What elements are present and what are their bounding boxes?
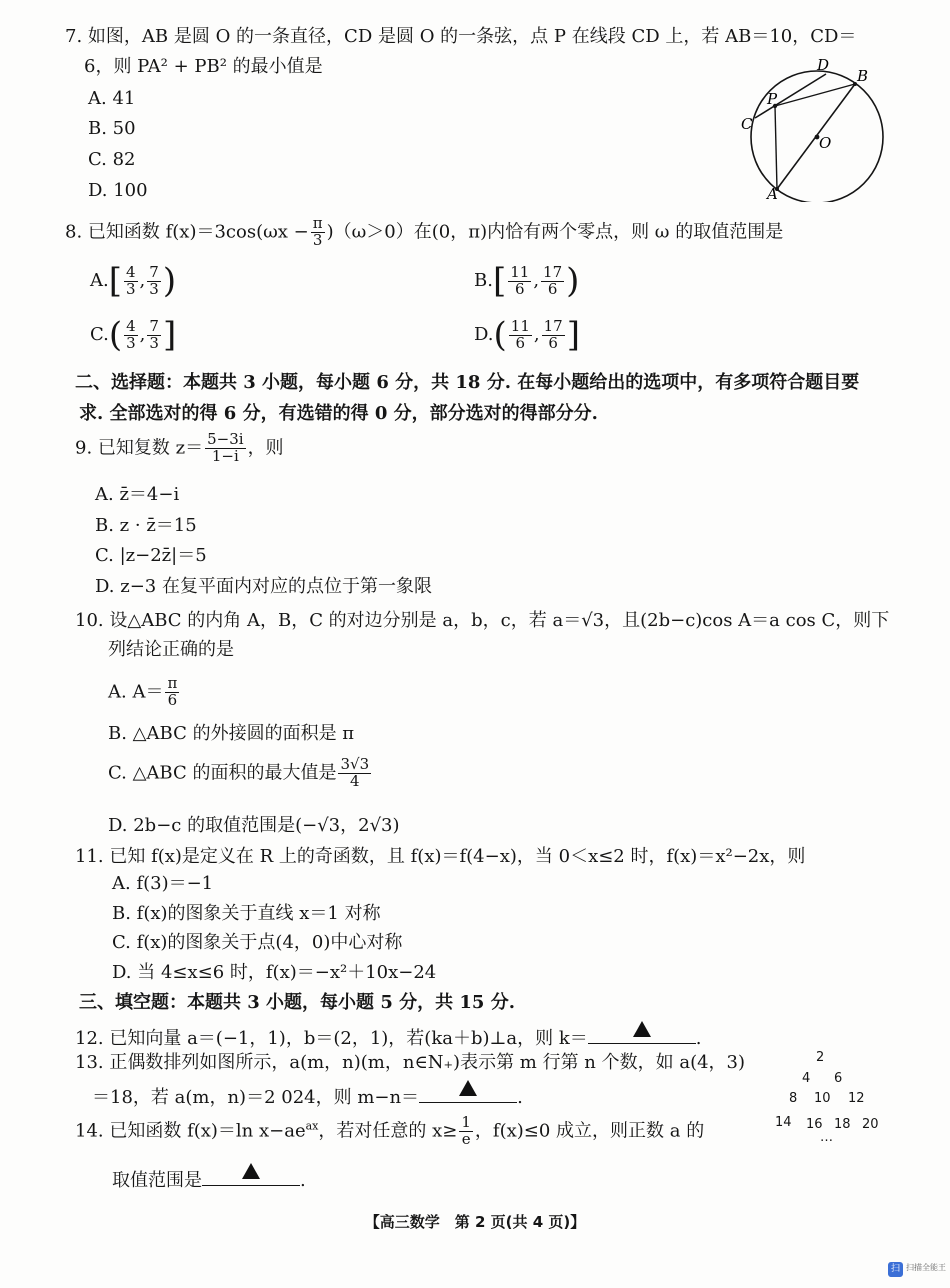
q8-c-n2: 7 — [149, 316, 159, 335]
q14-stem-part3: ，f(x)≤0 成立，则正数 a 的 — [474, 1120, 705, 1142]
q8-a-n2: 7 — [149, 262, 159, 281]
segment-pa — [775, 106, 777, 189]
q9-stem — [75, 432, 284, 465]
q9-option-d: D. z−3 在复平面内对应的点位于第一象限 — [95, 576, 432, 597]
scanner-watermark-text: 扫描全能王 — [906, 1263, 946, 1272]
triangle-cell: 20 — [862, 1117, 879, 1132]
triangle-icon — [242, 1163, 260, 1186]
q8-b-n2: 17 — [543, 262, 563, 281]
label-a: A — [767, 185, 778, 202]
q8-d-d1: 6 — [515, 333, 526, 352]
q7-option-c: C. 82 — [88, 149, 136, 170]
q10-option-d: D. 2b−c 的取值范围是(−√3，2√3) — [108, 815, 400, 836]
q8-b-d2: 6 — [547, 279, 558, 298]
q8-c-frac1 — [124, 316, 138, 352]
q8-a-d2: 3 — [149, 279, 159, 298]
q11-option-c: C. f(x)的图象关于点(4，0)中心对称 — [112, 932, 403, 953]
q8-d-d2: 6 — [548, 333, 558, 352]
q10-c-fraction — [338, 757, 371, 790]
q8-a-close: ) — [162, 261, 177, 301]
scanner-app-icon: 扫 — [888, 1262, 903, 1277]
q10-c-pre: C. △ABC 的面积的最大值是 — [108, 762, 337, 784]
q10-a-fraction — [165, 676, 179, 709]
q8-d-n2: 17 — [543, 316, 563, 335]
q9-option-a: A. z̄＝4−i — [95, 484, 180, 505]
q14-line2-text: 取值范围是 — [112, 1170, 202, 1191]
q8-c-d1: 3 — [126, 333, 136, 352]
triangle-cell: 18 — [834, 1117, 851, 1132]
section3-heading: 三、填空题：本题共 3 小题，每小题 5 分，共 15 分. — [79, 992, 515, 1013]
q11-option-d: D. 当 4≤x≤6 时，f(x)＝−x²＋10x−24 — [112, 962, 437, 983]
q8-d-frac2 — [542, 316, 565, 352]
q12-end: . — [695, 1028, 702, 1049]
q8-frac-num: π — [312, 214, 323, 232]
triangle-cell: 8 — [789, 1091, 798, 1106]
q8-c-frac2 — [147, 316, 161, 352]
q8-option-b: B.[ $\frac{11}{6}$ , $\frac{17}{6}$ ) — [474, 261, 580, 301]
q8-a-n1: 4 — [126, 262, 136, 281]
q9-fraction — [205, 432, 245, 465]
q10-a-num: π — [167, 674, 178, 692]
q9-frac-num: 5−3i — [207, 430, 244, 448]
q8-option-c: C.( $\frac{4}{3}$ , $\frac{7}{3}$ ] — [90, 315, 177, 355]
segment-pb — [775, 84, 855, 106]
q7-option-a: A. 41 — [88, 88, 136, 109]
q14-exponent: ax — [305, 1119, 319, 1133]
q8-frac-den: 3 — [312, 230, 323, 249]
q12-stem-text: 12. 已知向量 a＝(−1，1)，b＝(2，1)，若(ka＋b)⊥a，则 k＝ — [75, 1028, 588, 1049]
q11-stem: 11. 已知 f(x)是定义在 R 上的奇函数，且 f(x)＝f(4−x)，当 0＜x≤2 时，f(x)＝x²−2x，则 — [75, 846, 806, 867]
q8-b-frac2 — [541, 262, 564, 298]
triangle-icon — [459, 1080, 477, 1103]
q8-a-frac1 — [124, 262, 138, 298]
q8-a-frac2 — [147, 262, 161, 298]
q10-option-a — [108, 676, 181, 709]
q13-stem-line2 — [92, 1082, 523, 1110]
q13-answer-blank[interactable] — [419, 1082, 517, 1103]
q7-stem-line2: 6，则 PA² + PB² 的最小值是 — [84, 56, 323, 77]
q14-stem-line2 — [112, 1165, 306, 1193]
triangle-ellipsis: … — [820, 1130, 833, 1145]
q14-end: . — [300, 1170, 306, 1191]
q8-a-label: A. — [90, 270, 109, 291]
q8-c-d2: 3 — [149, 333, 159, 352]
q13-end: . — [517, 1087, 523, 1108]
q9-stem-part2: ，则 — [247, 437, 284, 459]
q11-option-a: A. f(3)＝−1 — [112, 873, 214, 894]
q14-stem-part1: 14. 已知函数 f(x)＝ln x−ae — [75, 1120, 306, 1142]
label-o: O — [819, 134, 832, 152]
q8-c-close: ] — [162, 315, 177, 355]
q8-stem-part1: 8. 已知函数 f(x)＝3cos(ωx − — [65, 221, 309, 243]
q8-b-frac1 — [508, 262, 531, 298]
triangle-cell: 4 — [802, 1071, 811, 1086]
q14-stem-line1 — [75, 1115, 704, 1148]
q10-a-den: 6 — [167, 690, 178, 709]
q7-stem-line1: 7. 如图，AB 是圆 O 的一条直径，CD 是圆 O 的一条弦，点 P 在线段 CD 上，若 AB＝10，CD＝ — [65, 26, 857, 47]
q10-c-num: 3√3 — [340, 755, 370, 773]
q7-option-b: B. 50 — [88, 118, 136, 139]
q9-stem-part1: 9. 已知复数 z＝ — [75, 437, 204, 459]
q8-d-label: D. — [474, 324, 494, 345]
label-b: B — [857, 67, 869, 85]
q8-b-close: ) — [566, 261, 580, 301]
q8-b-n1: 11 — [510, 262, 530, 281]
section2-heading-line2: 求. 全部选对的得 6 分，有选错的得 0 分，部分选对的得部分分. — [79, 403, 598, 424]
q8-stem — [65, 216, 783, 249]
q8-a-d1: 3 — [126, 279, 136, 298]
q8-option-d: D.( $\frac{11}{6}$ , $\frac{17}{6}$ ] — [474, 315, 580, 355]
page-footer: 【高三数学 第 2 页(共 4 页)】 — [364, 1213, 586, 1231]
q8-d-open: ( — [493, 315, 507, 355]
q11-option-b: B. f(x)的图象关于直线 x＝1 对称 — [112, 903, 381, 924]
q10-stem-line2: 列结论正确的是 — [108, 639, 234, 660]
q7-option-d: D. 100 — [88, 180, 148, 201]
q9-option-b: B. z · z̄＝15 — [95, 515, 197, 536]
q8-fraction-pi-3 — [311, 216, 325, 249]
q8-d-frac1 — [509, 316, 532, 352]
q8-b-open: [ — [492, 261, 507, 301]
q12-stem — [75, 1023, 702, 1051]
q10-c-den: 4 — [350, 771, 360, 790]
label-d: D — [817, 56, 830, 74]
triangle-icon — [633, 1021, 651, 1044]
q13-stem-line2-text: ＝18，若 a(m，n)＝2 024，则 m−n＝ — [92, 1087, 420, 1108]
q8-d-close: ] — [566, 315, 580, 355]
q8-c-label: C. — [90, 324, 109, 345]
triangle-cell: 10 — [814, 1091, 831, 1106]
q8-d-n1: 11 — [510, 316, 530, 335]
triangle-cell: 2 — [816, 1050, 825, 1065]
q14-answer-blank[interactable] — [202, 1165, 300, 1186]
label-p: P — [767, 90, 778, 108]
q14-frac-num: 1 — [461, 1113, 471, 1131]
q8-a-open: [ — [108, 261, 122, 301]
q9-frac-den: 1−i — [211, 446, 239, 465]
q10-option-b: B. △ABC 的外接圆的面积是 π — [108, 723, 355, 744]
label-c: C — [741, 115, 753, 133]
q8-c-open: ( — [108, 315, 123, 355]
triangle-cell: 14 — [775, 1115, 792, 1130]
triangle-cell: 12 — [848, 1091, 865, 1106]
q8-b-label: B. — [474, 270, 493, 291]
triangle-cell: 16 — [806, 1117, 823, 1132]
q10-stem-line1: 10. 设△ABC 的内角 A，B，C 的对边分别是 a，b，c，若 a＝√3，且(2b−c)cos A＝a cos C，则下 — [75, 610, 890, 631]
section2-heading-line1: 二、选择题：本题共 3 小题，每小题 6 分，共 18 分. 在每小题给出的选项中，有多项符合题目要 — [75, 372, 860, 393]
q7-circle-figure — [735, 52, 895, 202]
q13-stem-line1: 13. 正偶数排列如图所示，a(m，n)(m，n∈N₊)表示第 m 行第 n 个数，如 a(4，3) — [75, 1052, 746, 1073]
q8-c-n1: 4 — [126, 316, 136, 335]
q10-a-pre: A. A＝ — [108, 681, 164, 703]
q8-b-d1: 6 — [514, 279, 525, 298]
q14-fraction — [459, 1115, 473, 1148]
q8-option-a: A.[ $\frac{4}{3}$ , $\frac{7}{3}$ ) — [90, 261, 177, 301]
q9-option-c: C. |z−2z̄|＝5 — [95, 545, 207, 566]
q14-frac-den: e — [461, 1129, 471, 1148]
q10-option-c — [108, 757, 373, 790]
q8-stem-part2: )（ω＞0）在(0，π)内恰有两个零点，则 ω 的取值范围是 — [326, 221, 784, 243]
triangle-cell: 6 — [834, 1071, 843, 1086]
q14-stem-part2: ，若对任意的 x≥ — [318, 1120, 458, 1142]
q12-answer-blank[interactable] — [588, 1023, 696, 1044]
